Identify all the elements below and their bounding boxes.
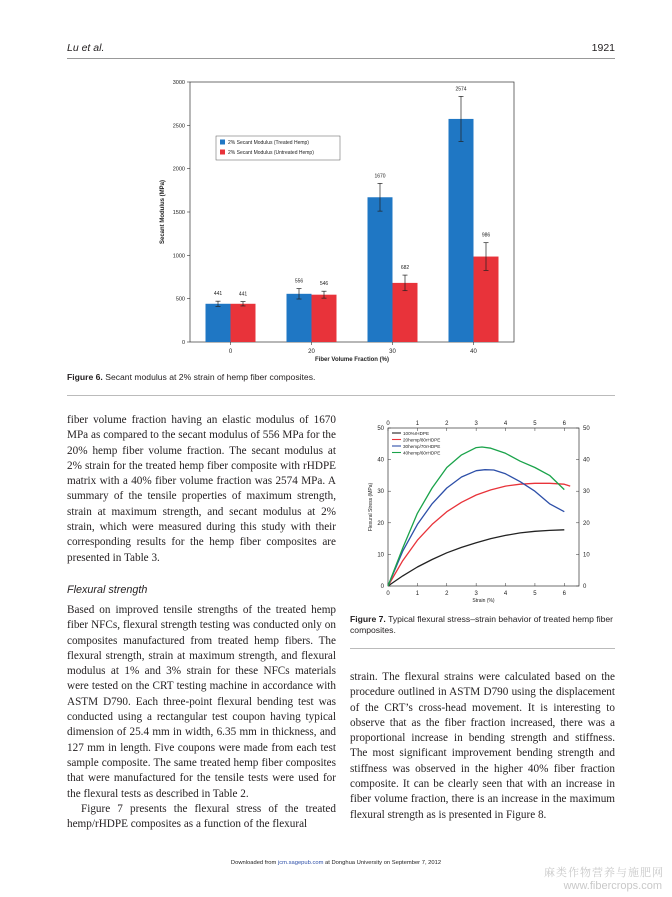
y-tick-label: 1500 xyxy=(172,210,185,216)
x-tick-label-top: 1 xyxy=(415,421,420,427)
page-number: 1921 xyxy=(591,42,615,54)
y-tick-label: 50 xyxy=(377,426,384,432)
bar xyxy=(393,283,418,342)
x-tick-label-top: 5 xyxy=(533,421,537,427)
y-tick-label-right: 30 xyxy=(583,489,590,496)
bar xyxy=(231,304,256,342)
y-tick-label: 20 xyxy=(377,520,384,527)
bar xyxy=(206,304,231,342)
x-tick-label: 30 xyxy=(389,349,396,355)
data-label: 546 xyxy=(319,281,329,288)
figure-6-caption-label: Figure 6. xyxy=(67,372,103,382)
x-axis-label: Fiber Volume Fraction (%) xyxy=(315,357,389,363)
x-tick-label: 6 xyxy=(562,591,566,597)
paragraph: Figure 7 presents the flexural stress of the treated hemp/rHDPE composites as a function of the flexural xyxy=(67,802,336,831)
y-tick-label-right: 50 xyxy=(583,426,590,432)
figure-7-caption xyxy=(350,614,615,636)
paragraph: strain. The flexural strains were calculated based on the procedure outlined in ASTM D790 using the displacement of the CRT’s cross-head movement. It is interesting to observe that as the fiber fraction increased, there was a proportional increase in bending strength and stiffness. The most significant improvement bending strength and stiffness was observed in the higher 40% fiber fraction composite. It can be clearly seen that with an increase in fiber volume fraction, there is an increase in the maximum flexural strength as is presented in Figure 8. xyxy=(350,671,615,821)
legend-label: 20hemp/80rHDPE xyxy=(403,437,441,443)
x-tick-label-top: 2 xyxy=(445,421,449,427)
y-tick-label-right: 40 xyxy=(583,457,590,464)
legend-label: 2% Secant Modulus (Treated Hemp) xyxy=(228,140,309,146)
bar xyxy=(449,119,474,342)
x-tick-label: 5 xyxy=(533,591,537,597)
data-label: 2574 xyxy=(455,86,467,93)
footer-suffix: at Donghua University on September 7, 2012 xyxy=(325,860,442,866)
figure-7-caption-label: Figure 7. xyxy=(350,614,386,624)
y-axis-label: Secant Modulus (MPa) xyxy=(160,179,166,245)
x-tick-label: 1 xyxy=(415,591,420,597)
paragraph: Based on improved tensile strengths of the treated hemp fiber NFCs, flexural strength testing was conducted only on composites manufactured from treated hemp fibers. The flexural strength, strain at maximum strength, and flexural modulus at 1% and 3% strain for these NFCs materials were tested on the CRT testing machine in accordance with ASTM D790. Each three-point flexural bending test was conducted using a rectangular test coupon having typical dimension of 25.4 mm in width, 6.35 mm in thickness, and 127 mm in length. Five coupons were made from each test sample composite. The same treated hemp fiber composites that were manufactured for the tensile tests were used for the flexural tests as described in Table 2. xyxy=(67,604,336,800)
legend-label: 40hemp/60rHDPE xyxy=(403,450,441,456)
x-tick-label-top: 6 xyxy=(562,421,566,427)
x-tick-label: 40 xyxy=(470,349,477,355)
y-tick-label-right: 10 xyxy=(583,552,590,559)
body-text-left-top xyxy=(67,413,336,566)
header-rule xyxy=(67,58,615,59)
watermark-url: www.fibercrops.com xyxy=(563,880,662,892)
legend-swatch xyxy=(220,150,225,155)
figure-7-rule xyxy=(350,648,615,649)
x-tick-label-top: 4 xyxy=(503,421,508,427)
series-line xyxy=(388,530,564,586)
figure-6-chart xyxy=(152,70,522,362)
data-label: 1670 xyxy=(374,173,386,180)
y-tick-label: 0 xyxy=(380,584,384,590)
x-tick-label: 4 xyxy=(503,591,508,597)
legend-label: 100%rHDPE xyxy=(403,430,430,436)
y-tick-label: 2500 xyxy=(172,123,185,130)
bar xyxy=(368,197,393,342)
paragraph: fiber volume fraction having an elastic modulus of 1670 MPa as compared to the secant modulus of 556 MPa for the 20% hemp fiber volume fraction. The secant modulus at 2% strain for the treated hemp fiber composite with rHDPE matrix with a 40% fiber volume fraction was 2574 MPa. A summary of the tensile properties of maximum strength, strain at maximum strength, and secant modulus at 2% strain, which were measured during this study with their corresponding results for the hemp fiber composites are presented in Table 3. xyxy=(67,414,336,564)
y-tick-label-right: 0 xyxy=(583,584,587,590)
body-text-right xyxy=(350,670,615,823)
figure-6-rule xyxy=(67,395,615,396)
series-line xyxy=(388,447,564,586)
section-heading: Flexural strength xyxy=(67,584,148,596)
figure-7-caption-text: Typical flexural stress–strain behavior of treated hemp fiber composites. xyxy=(350,614,614,635)
watermark-chinese: 麻类作物营养与施肥网 xyxy=(544,866,664,879)
y-tick-label: 0 xyxy=(181,340,185,346)
data-label: 986 xyxy=(481,232,491,239)
data-label: 441 xyxy=(213,291,223,298)
footer-link[interactable]: jcm.sagepub.com xyxy=(277,860,324,866)
y-tick-label-right: 20 xyxy=(583,520,590,527)
y-tick-label: 10 xyxy=(377,552,384,559)
data-label: 441 xyxy=(238,291,248,298)
y-tick-label: 500 xyxy=(175,296,185,303)
y-tick-label: 30 xyxy=(377,489,384,496)
y-tick-label: 2000 xyxy=(172,166,185,173)
data-label: 682 xyxy=(400,265,410,272)
x-tick-label: 20 xyxy=(308,349,315,355)
figure-7-chart xyxy=(350,416,615,606)
x-tick-label-top: 0 xyxy=(386,421,390,427)
body-text-left-bottom xyxy=(67,603,336,832)
legend-swatch xyxy=(220,140,225,145)
figure-6-caption-text: Secant modulus at 2% strain of hemp fiber composites. xyxy=(105,372,316,382)
x-tick-label-top: 3 xyxy=(474,421,478,427)
bar xyxy=(287,294,312,342)
running-header-authors: Lu et al. xyxy=(67,42,105,54)
footer-prefix: Downloaded from xyxy=(230,860,277,866)
x-tick-label: 2 xyxy=(445,591,449,597)
y-axis-label: Flexural Stress (MPa) xyxy=(368,482,374,532)
y-tick-label: 1000 xyxy=(172,253,185,260)
y-tick-label: 40 xyxy=(377,457,384,464)
x-tick-label: 3 xyxy=(474,591,478,597)
legend-label: 30hemp/70rHDPE xyxy=(403,443,441,449)
figure-6-caption xyxy=(67,372,615,382)
x-axis-label: Strain (%) xyxy=(472,598,495,604)
bar xyxy=(312,295,337,342)
data-label: 556 xyxy=(294,278,304,285)
legend-label: 2% Secant Modulus (Untreated Hemp) xyxy=(228,150,314,156)
x-tick-label: 0 xyxy=(386,591,390,597)
x-tick-label: 0 xyxy=(228,349,233,355)
y-tick-label: 3000 xyxy=(172,80,185,86)
